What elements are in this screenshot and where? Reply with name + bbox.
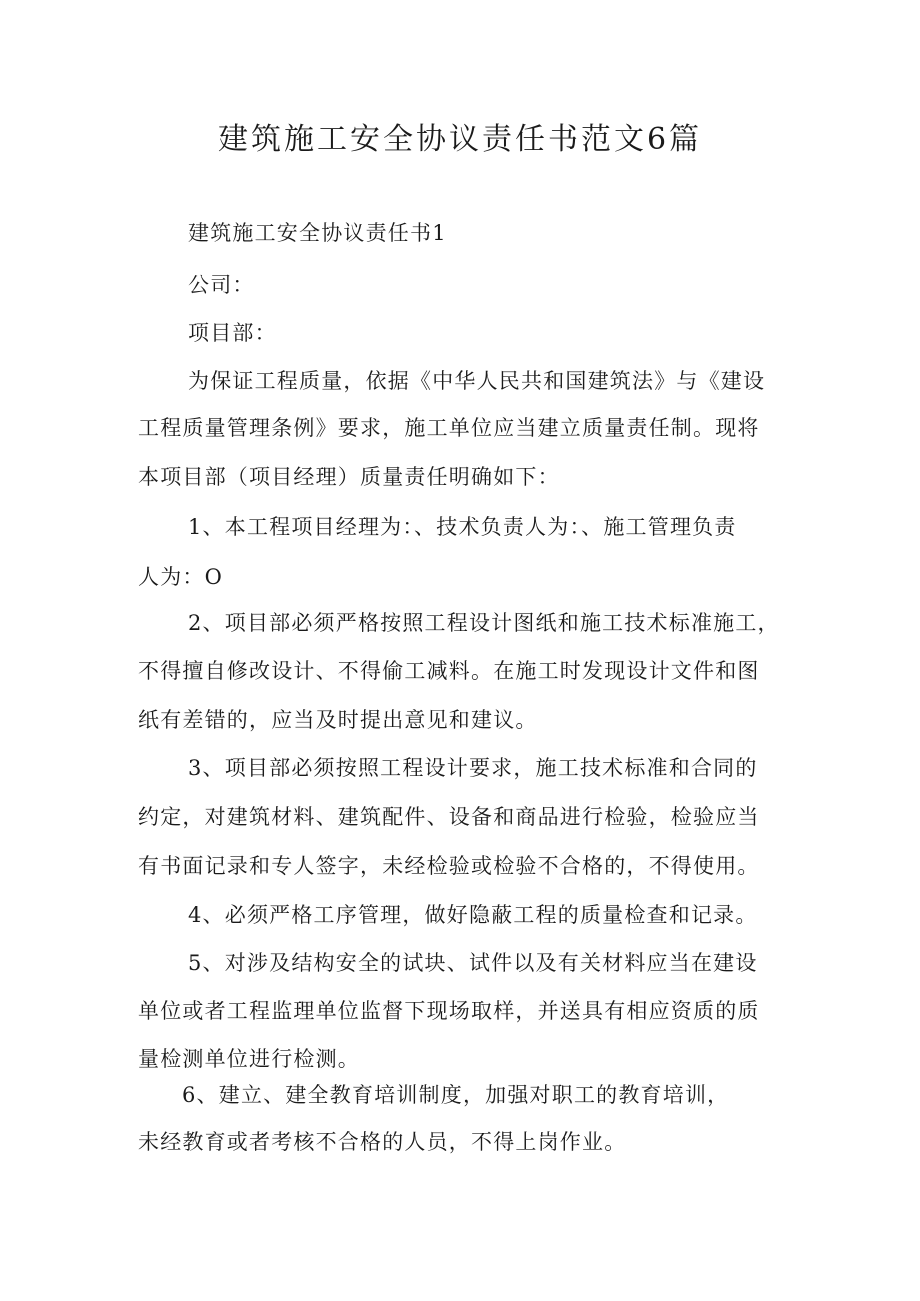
clause-1-line: 人为：O xyxy=(138,565,224,589)
clause-5-line: 量检测单位进行检测。 xyxy=(138,1047,360,1071)
clause-2-line: 2、项目部必须严格按照工程设计图纸和施工技术标准施工， xyxy=(188,611,780,635)
clause-3-line: 约定，对建筑材料、建筑配件、设备和商品进行检验，检验应当 xyxy=(138,805,760,829)
intro-paragraph-line: 为保证工程质量，依据《中华人民共和国建筑法》与《建设 xyxy=(188,369,766,393)
clause-6-line: 未经教育或者考核不合格的人员，不得上岗作业。 xyxy=(138,1130,627,1154)
clause-2-line: 不得擅自修改设计、不得偷工减料。在施工时发现设计文件和图 xyxy=(138,659,760,683)
clause-4-line: 4、必须严格工序管理，做好隐蔽工程的质量检查和记录。 xyxy=(188,903,758,927)
company-line: 公司： xyxy=(188,273,255,297)
clause-3-line: 有书面记录和专人签字，未经检验或检验不合格的，不得使用。 xyxy=(138,854,760,878)
section-heading: 建筑施工安全协议责任书1 xyxy=(188,221,447,245)
document-title: 建筑施工安全协议责任书范文6篇 xyxy=(217,122,703,157)
clause-5-line: 5、对涉及结构安全的试块、试件以及有关材料应当在建设 xyxy=(188,951,758,975)
project-department-line: 项目部： xyxy=(188,321,277,345)
clause-5-line: 单位或者工程监理单位监督下现场取样，并送具有相应资质的质 xyxy=(138,999,760,1023)
clause-6-line: 6、建立、建全教育培训制度，加强对职工的教育培训， xyxy=(182,1083,730,1107)
intro-paragraph-line: 工程质量管理条例》要求，施工单位应当建立质量责任制。现将 xyxy=(138,416,760,440)
clause-3-line: 3、项目部必须按照工程设计要求，施工技术标准和合同的 xyxy=(188,756,758,780)
clause-2-line: 纸有差错的，应当及时提出意见和建议。 xyxy=(138,708,538,732)
intro-paragraph-line: 本项目部（项目经理）质量责任明确如下： xyxy=(138,465,560,489)
clause-1-line: 1、本工程项目经理为：、技术负责人为：、施工管理负责 xyxy=(188,515,737,539)
